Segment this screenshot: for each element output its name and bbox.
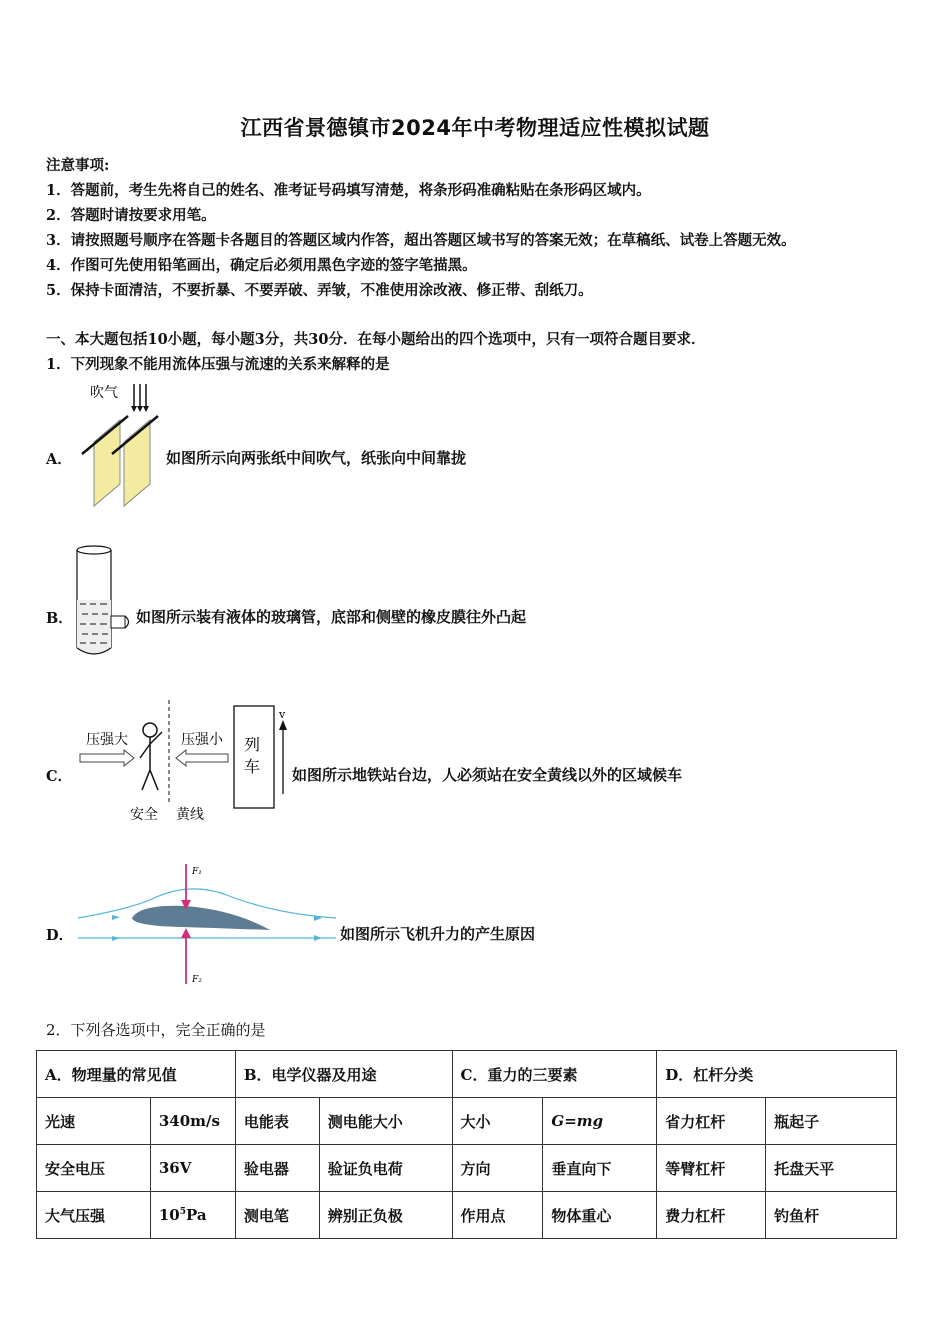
- table-cell: 大气压强: [37, 1192, 151, 1239]
- option-b-text: 如图所示装有液体的玻璃管，底部和侧壁的橡皮膜往外凸起: [136, 608, 527, 626]
- liquid-tube-figure: [74, 542, 136, 662]
- safe-label: 安全: [130, 807, 158, 823]
- table-cell: 瓶起子: [766, 1098, 897, 1145]
- q2-table: [36, 1050, 897, 1239]
- option-a-letter: A．: [46, 451, 72, 468]
- velocity-label: v: [279, 708, 286, 721]
- option-c-letter: C．: [46, 768, 73, 785]
- table-cell: 等臂杠杆: [657, 1145, 766, 1192]
- table-cell: 光速: [37, 1098, 151, 1145]
- notice-heading: 注意事项:: [46, 157, 110, 174]
- train-label-2: 车: [244, 757, 261, 776]
- pressure-unit: Pa: [185, 1206, 207, 1224]
- paper-blowing-figure: [72, 380, 172, 510]
- option-d-letter: D．: [46, 927, 74, 944]
- table-cell: 36V: [150, 1145, 235, 1192]
- option-c-text: 如图所示地铁站台边，人必须站在安全黄线以外的区域候车: [292, 766, 683, 784]
- table-cell: 测电能大小: [319, 1098, 452, 1145]
- header-c: C．重力的三要素: [452, 1051, 657, 1098]
- table-cell: G=mg: [543, 1098, 657, 1145]
- pressure-exponent: 5: [179, 1207, 186, 1217]
- table-cell: 大小: [452, 1098, 543, 1145]
- high-pressure-label: 压强大: [86, 732, 128, 748]
- table-cell: 作用点: [452, 1192, 543, 1239]
- table-cell: 340m/s: [150, 1098, 235, 1145]
- table-cell: 验电器: [235, 1145, 319, 1192]
- table-cell: 方向: [452, 1145, 543, 1192]
- subway-platform-figure: [76, 698, 292, 828]
- table-cell: 省力杠杆: [657, 1098, 766, 1145]
- table-cell: 垂直向下: [543, 1145, 657, 1192]
- table-cell: 安全电压: [37, 1145, 151, 1192]
- option-a-text: 如图所示向两张纸中间吹气，纸张向中间靠拢: [166, 449, 467, 467]
- notice-item: 3．请按照题号顺序在答题卡各题目的答题区域内作答，超出答题区域书写的答案无效；在草稿纸、试卷上答题无效。: [46, 232, 796, 249]
- force-f2-label: F₂: [192, 975, 202, 985]
- table-cell: 钓鱼杆: [766, 1192, 897, 1239]
- blow-label: 吹气: [90, 385, 118, 401]
- low-pressure-label: 压强小: [181, 732, 223, 748]
- table-cell: 测电笔: [235, 1192, 319, 1239]
- question-1-stem: 1．下列现象不能用流体压强与流速的关系来解释的是: [46, 356, 390, 373]
- airplane-wing-figure: [74, 860, 342, 990]
- table-cell: 费力杠杆: [657, 1192, 766, 1239]
- header-a: A．物理量的常见值: [37, 1051, 236, 1098]
- train-label-1: 列: [244, 735, 261, 754]
- table-row: [37, 1098, 897, 1145]
- table-cell: 辨别正负极: [319, 1192, 452, 1239]
- yellow-line-label: 黄线: [176, 807, 204, 823]
- table-row: [37, 1192, 897, 1239]
- notice-item: 5．保持卡面清洁，不要折暴、不要弄破、弄皱，不准使用涂改液、修正带、刮纸刀。: [46, 282, 593, 299]
- table-cell: [150, 1192, 235, 1239]
- page-title: 江西省景德镇市2024年中考物理适应性模拟试题: [240, 116, 710, 140]
- table-row: [37, 1145, 897, 1192]
- table-cell: 电能表: [235, 1098, 319, 1145]
- option-b-letter: B．: [46, 610, 73, 627]
- force-f1-label: F₁: [192, 867, 202, 877]
- notice-item: 2．答题时请按要求用笔。: [46, 207, 216, 224]
- option-d-text: 如图所示飞机升力的产生原因: [340, 925, 536, 943]
- header-d: D．杠杆分类: [657, 1051, 897, 1098]
- question-2-stem: 2．下列各选项中，完全正确的是: [46, 1021, 266, 1039]
- table-cell: 物体重心: [543, 1192, 657, 1239]
- header-b: B．电学仪器及用途: [235, 1051, 452, 1098]
- section-heading: 一、本大题包括10小题，每小题3分，共30分．在每小题给出的四个选项中，只有一项符合题目要求．: [46, 331, 706, 348]
- table-cell: 托盘天平: [766, 1145, 897, 1192]
- notice-item: 1．答题前，考生先将自己的姓名、准考证号码填写清楚，将条形码准确粘贴在条形码区域内。: [46, 182, 651, 199]
- pressure-base: 10: [158, 1206, 180, 1224]
- table-header-row: [37, 1051, 897, 1098]
- table-cell: 验证负电荷: [319, 1145, 452, 1192]
- notice-item: 4．作图可先使用铅笔画出，确定后必须用黑色字迹的签字笔描黑。: [46, 257, 477, 274]
